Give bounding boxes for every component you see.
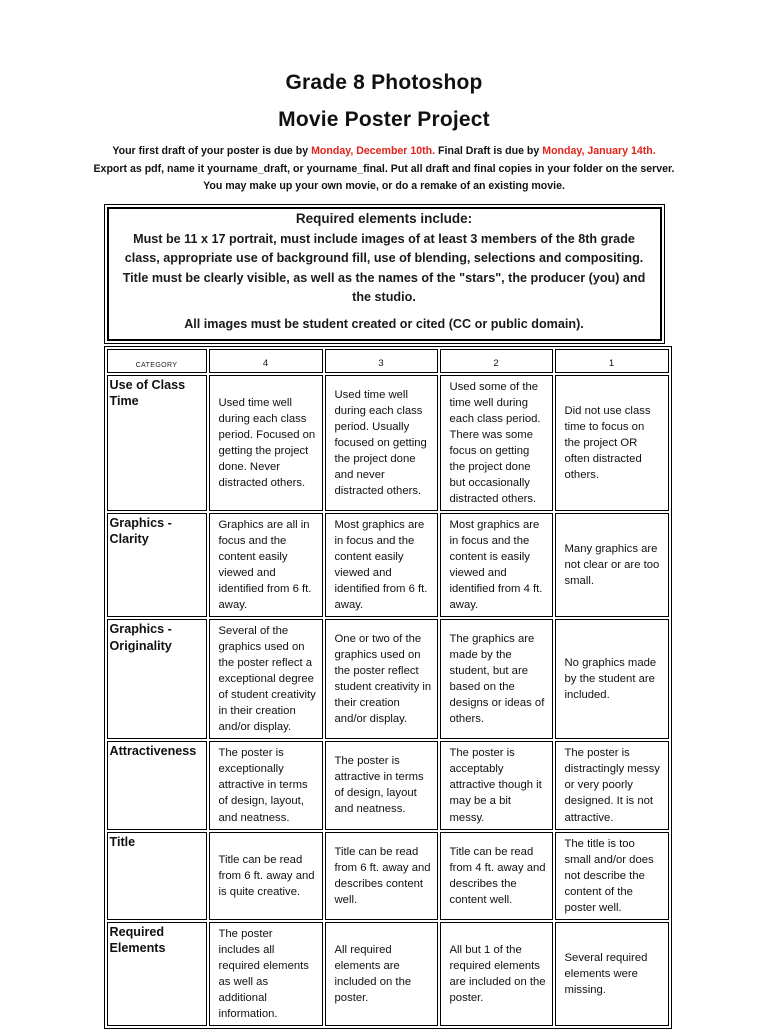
rubric-row-graphics-originality xyxy=(107,619,669,739)
rubric-cell: All required elements are included on the poster. xyxy=(325,922,438,1026)
rubric-cell: Title can be read from 6 ft. away and describes content well. xyxy=(325,832,438,920)
rubric-row-required-elements xyxy=(107,922,669,1026)
rubric-cell: The poster is exceptionally attractive in terms of design, layout, and neatness. xyxy=(209,741,323,829)
rubric-category-label: Graphics -Clarity xyxy=(107,513,207,617)
content-column xyxy=(104,204,665,1029)
rubric-header-score-2: 2 xyxy=(440,349,553,373)
rubric-row-use-of-class-time xyxy=(107,375,669,511)
required-elements-body: Must be 11 x 17 portrait, must include images of at least 3 members of the 8th grade class, appropriate use of background fill, use of blending, selections and compositing. Title must be clearly visible, as well as the names of the "stars", the producer (you) and the studio. xyxy=(122,231,646,305)
rubric-cell: Did not use class time to focus on the project OR often distracted others. xyxy=(555,375,669,511)
intro-line-due-dates xyxy=(0,146,768,157)
rubric-row-title xyxy=(107,832,669,920)
required-elements-footer: All images must be student created or cited (CC or public domain). xyxy=(184,316,584,331)
rubric-cell: The poster is distractingly messy or very poorly designed. It is not attractive. xyxy=(555,741,669,829)
rubric-header-row xyxy=(107,349,669,373)
rubric-cell: Title can be read from 4 ft. away and describes the content well. xyxy=(440,832,553,920)
intro-line-movie-choice: You may make up your own movie, or do a remake of an existing movie. xyxy=(203,180,565,193)
rubric-header-score-3: 3 xyxy=(325,349,438,373)
rubric-cell: Used time well during each class period. Focused on getting the project done. Never distracted others. xyxy=(209,375,323,511)
intro-text-first-draft: Your first draft of your poster is due by xyxy=(112,145,312,157)
rubric-category-label: Title xyxy=(107,832,207,920)
rubric-header-category: CATEGORY xyxy=(107,349,207,373)
document-title-line1: Grade 8 Photoshop xyxy=(285,71,483,94)
rubric-cell: Most graphics are in focus and the content is easily viewed and identified from 4 ft. away. xyxy=(440,513,553,617)
rubric-cell: The poster is attractive in terms of design, layout and neatness. xyxy=(325,741,438,829)
rubric-cell: Graphics are all in focus and the content easily viewed and identified from 6 ft. away. xyxy=(209,513,323,617)
rubric-cell: One or two of the graphics used on the poster reflect student creativity in their creation and/or display. xyxy=(325,619,438,739)
rubric-category-label: Required Elements xyxy=(107,922,207,1026)
required-elements-heading: Required elements include: xyxy=(295,210,473,226)
rubric-cell: The graphics are made by the student, but are based on the designs or ideas of others. xyxy=(440,619,553,739)
rubric-cell: Several of the graphics used on the poster reflect a exceptional degree of student creativity in their creation and/or display. xyxy=(209,619,323,739)
rubric-cell: Most graphics are in focus and the content easily viewed and identified from 6 ft. away. xyxy=(325,513,438,617)
rubric-category-label: Use of Class Time xyxy=(107,375,207,511)
rubric-row-graphics-clarity xyxy=(107,513,669,617)
document-title-line2: Movie Poster Project xyxy=(278,108,490,131)
required-elements-box xyxy=(104,204,665,344)
rubric-category-label: Attractiveness xyxy=(107,741,207,829)
rubric-header-score-1: 1 xyxy=(555,349,669,373)
rubric-cell: Used some of the time well during each class period. There was some focus on getting the project done but occasionally distracted others. xyxy=(440,375,553,511)
intro-line-export-instructions: Export as pdf, name it yourname_draft, or yourname_final. Put all draft and final copies in your folder on the server. xyxy=(93,162,675,175)
rubric-row-attractiveness xyxy=(107,741,669,829)
intro-text-final-draft: Final Draft is due by xyxy=(435,145,543,157)
rubric-cell: Many graphics are not clear or are too small. xyxy=(555,513,669,617)
rubric-table xyxy=(104,346,672,1029)
due-date-first-draft: Monday, December 10th. xyxy=(311,145,436,157)
rubric-cell: Used time well during each class period. Usually focused on getting the project done and never distracted others. xyxy=(325,375,438,511)
rubric-cell: No graphics made by the student are included. xyxy=(555,619,669,739)
rubric-cell: The poster includes all required elements as well as additional information. xyxy=(209,922,323,1026)
rubric-cell: Title can be read from 6 ft. away and is quite creative. xyxy=(209,832,323,920)
required-elements-box-inner xyxy=(107,207,662,341)
rubric-cell: Several required elements were missing. xyxy=(555,922,669,1026)
due-date-final-draft: Monday, January 14th. xyxy=(542,145,656,157)
rubric-cell: The poster is acceptably attractive though it may be a bit messy. xyxy=(440,741,553,829)
rubric-cell: The title is too small and/or does not describe the content of the poster well. xyxy=(555,832,669,920)
rubric-category-label: Graphics - Originality xyxy=(107,619,207,739)
rubric-header-score-4: 4 xyxy=(209,349,323,373)
rubric-cell: All but 1 of the required elements are included on the poster. xyxy=(440,922,553,1026)
